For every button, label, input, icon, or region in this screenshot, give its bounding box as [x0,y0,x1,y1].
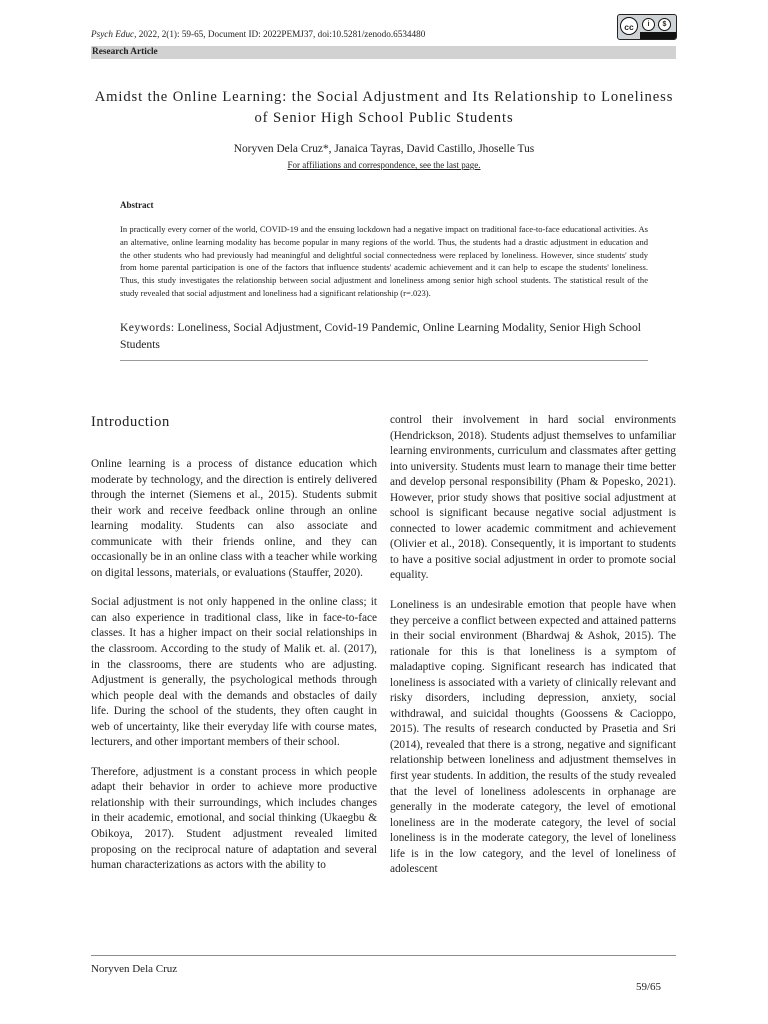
abstract-text: In practically every corner of the world, COVID-19 and the ensuing lockdown had a negative impact on traditional face-to-face educational activities. As an alternative, online learning modality has become popular in many regions of the world. Thus, the students had a drastic adjustment in education and the other students who had previously had meaningful and delightful social connectedness were replaced by loneliness. However, since students' study from home parental participation is one of the factors that influence students' academic achievement and it can help to escape the students' loneliness. Thus, this study investigates the relationship between social adjustment and loneliness among senior high school students. The statistical result of the study revealed that social adjustment and loneliness had a significant relationship (r=.023). [120,224,648,298]
article-type-bar [91,46,676,59]
footer-author: Noryven Dela Cruz [91,963,178,975]
abstract-heading: Abstract [120,200,154,210]
author-list: Noryven Dela Cruz*, Janaica Tayras, David Castillo, Jhoselle Tus [233,143,535,155]
footer-divider [91,955,676,956]
keywords-label: Keywords: [120,321,175,334]
right-column [390,413,676,878]
paragraph: Loneliness is an undesirable emotion that people have when they perceive a conflict between expected and attained patterns in their social environment (Bhardwaj & Ashok, 2015). The rationale for this is that loneliness is a symptom of maladaptive coping. Significant research has indicated that loneliness is associated with a variety of clinically relevant and risky disorders, including depression, anxiety, social withdrawal, and suicidal thoughts (Goossens & Cacioppo, 2015). The results of research conducted by Prasetia and Sri (2014), revealed that there is a strong, negative and significant relationship between loneliness and adjustment themselves in first year students. In addition, the results of the study revealed that the level of loneliness adolescents in orphanage are generally in the moderate category, the level of emotional loneliness are in the moderate category, the level of social loneliness is in the moderate category, the level of loneliness life is in the low category, and the level of loneliness of adolescent [390,599,676,876]
page-number: 59/65 [636,981,662,993]
journal-name: Psych Educ [91,29,135,39]
article-type: Research Article [92,47,158,57]
noncommercial-icon: $ [658,18,671,31]
abstract-divider [120,360,648,361]
title-line-2: of Senior High School Public Students [254,109,514,126]
affiliation-note[interactable]: For affiliations and correspondence, see the last page. [287,160,481,170]
paragraph: control their involvement in hard social environments (Hendrickson, 2018). Students adjust themselves to unfamiliar learning environments, curriculum and classmates after getting into university. Students must learn to manage their time better and develop personal responsibility (Pham & Popesko, 2021). However, prior study shows that positive social adjustment at school is significant because negative social adjustment is connected to lower academic commitment and achievement (Olivier et al., 2018). Consequently, it is important to students to have a positive social adjustment in order to promote social equality. [390,414,676,582]
citation-line [91,29,425,39]
section-heading-introduction: Introduction [91,414,170,430]
cc-icon: cc [620,17,638,35]
left-column [91,457,377,874]
attribution-icon: i [642,18,655,31]
citation-details: , 2022, 2(1): 59-65, Document ID: 2022PEMJ37, doi:10.5281/zenodo.6534480 [134,29,426,39]
paragraph: Social adjustment is not only happened in the online class; it can also experience in traditional class, like in face-to-face classes. It has a higher impact on their social relationships in the classroom. According to the study of Malik et. al. (2017), in the classrooms, there are students who are adjusting. Adjustment is generally, the psychological methods through which people deal with the demands and obstacles of daily life. During the school of the students, they often caught in web of uncertainty, like their everyday life with course mates, lecturers, and other important members of their school. [91,596,377,749]
license-strip [640,32,676,39]
keywords [120,320,648,354]
cc-license-badge[interactable] [617,14,677,40]
paragraph: Online learning is a process of distance education which moderate by technology, and the direction is entirely delivered through the internet (Siemens et al., 2015). Students submit their work and receive feedback online through an online learning modality. Students can also associate and communicate with their friends online, and they can occasionally be in an online class with a teacher while working on digital lessons, materials, or evaluations (Stauffer, 2020). [91,458,377,579]
title-line-1: Amidst the Online Learning: the Social Adjustment and Its Relationship to Loneliness [94,89,674,105]
keywords-list: Loneliness, Social Adjustment, Covid-19 Pandemic, Online Learning Modality, Senior High School Students [120,321,641,351]
paragraph: Therefore, adjustment is a constant process in which people adapt their behavior in order to achieve more productive relationship with their surroundings, which includes changes in their academic, emotional, and social thinking (Ukaegbu & Obikoya, 2017). Student adjustment revealed limited proposing on the reciprocal nature of adaptation and several human characterizations as actors with the ability to [91,765,377,872]
paper-title [60,87,708,128]
